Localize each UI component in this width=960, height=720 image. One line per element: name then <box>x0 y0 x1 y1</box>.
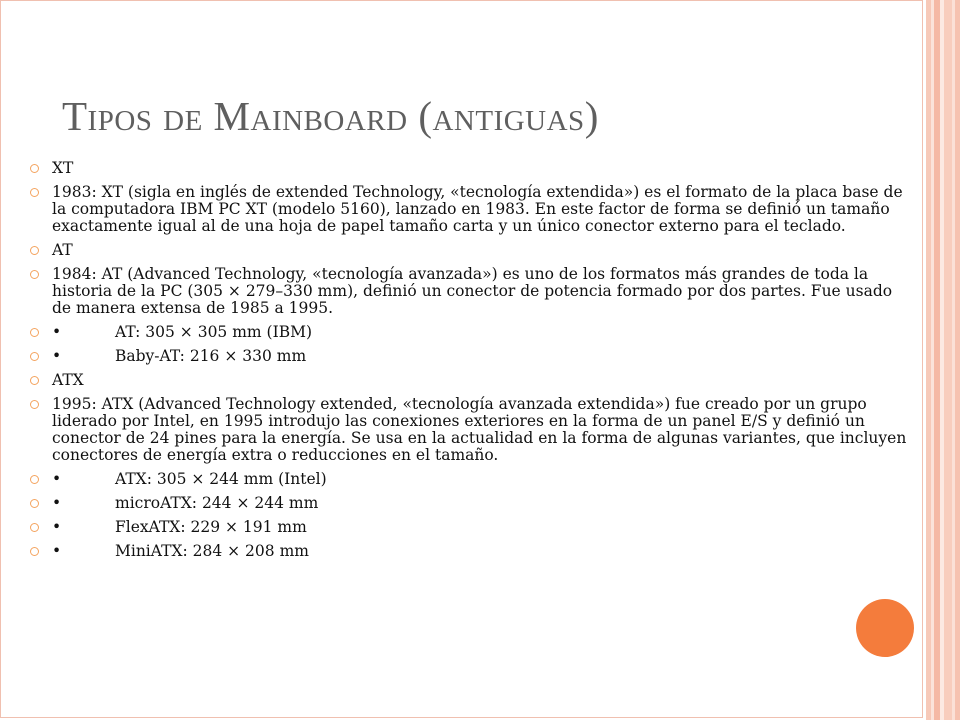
bullet-text: ATX <box>52 371 84 389</box>
bullet-item <box>30 242 910 259</box>
sub-bullet-dot: • <box>52 347 62 365</box>
orange-circle-decoration <box>856 599 914 657</box>
bullet-text: 1983: XT (sigla en inglés de extended Technology, «tecnología extendida») es el formato de la placa base de la computadora IBM PC XT (modelo 5160), lanzado en 1983. En este factor de forma se definió un tamaño exactamente igual al de una hoja de papel tamaño carta y un único conector externo para el teclado. <box>52 183 903 235</box>
sub-bullet-dot: • <box>52 323 62 341</box>
bullet-text: AT <box>52 241 73 259</box>
bullet-item <box>30 160 910 177</box>
bullet-text: FlexATX: 229 × 191 mm <box>115 518 307 536</box>
bullet-item <box>30 184 910 235</box>
bullet-text: XT <box>52 159 74 177</box>
bullet-text: 1995: ATX (Advanced Technology extended, «tecnología avanzada extendida») fue creado por un grupo liderado por Intel, en 1995 introdujo las conexiones exteriores en la forma de un panel E/S y definió un conector de 24 pines para la energía. Se usa en la actualidad en la forma de algunas variantes, que incluyen conectores de energía extra o reducciones en el tamaño. <box>52 395 907 464</box>
bullet-text: MiniATX: 284 × 208 mm <box>115 542 309 560</box>
bullet-item <box>30 372 910 389</box>
bullet-text: ATX: 305 × 244 mm (Intel) <box>115 470 327 488</box>
bullet-item <box>30 495 910 512</box>
bullet-text: Baby-AT: 216 × 330 mm <box>115 347 307 365</box>
slide-title: Tipos de Mainboard (antiguas) <box>62 93 599 139</box>
bullet-text: 1984: AT (Advanced Technology, «tecnología avanzada») es uno de los formatos más grandes de toda la historia de la PC (305 × 279–330 mm), definió un conector de potencia formado por dos partes. Fue usado de manera extensa de 1985 a 1995. <box>52 265 893 317</box>
bullet-item <box>30 519 910 536</box>
bullet-text: microATX: 244 × 244 mm <box>115 494 319 512</box>
bullet-item <box>30 543 910 560</box>
bullet-item <box>30 324 910 341</box>
sub-bullet-dot: • <box>52 518 62 536</box>
sub-bullet-dot: • <box>52 470 62 488</box>
bullet-item <box>30 266 910 317</box>
decorative-stripes <box>926 0 960 720</box>
sub-bullet-dot: • <box>52 494 62 512</box>
bullet-item <box>30 348 910 365</box>
bullet-item <box>30 396 910 464</box>
bullet-list <box>30 160 910 567</box>
bullet-item <box>30 471 910 488</box>
sub-bullet-dot: • <box>52 542 62 560</box>
bullet-text: AT: 305 × 305 mm (IBM) <box>115 323 313 341</box>
